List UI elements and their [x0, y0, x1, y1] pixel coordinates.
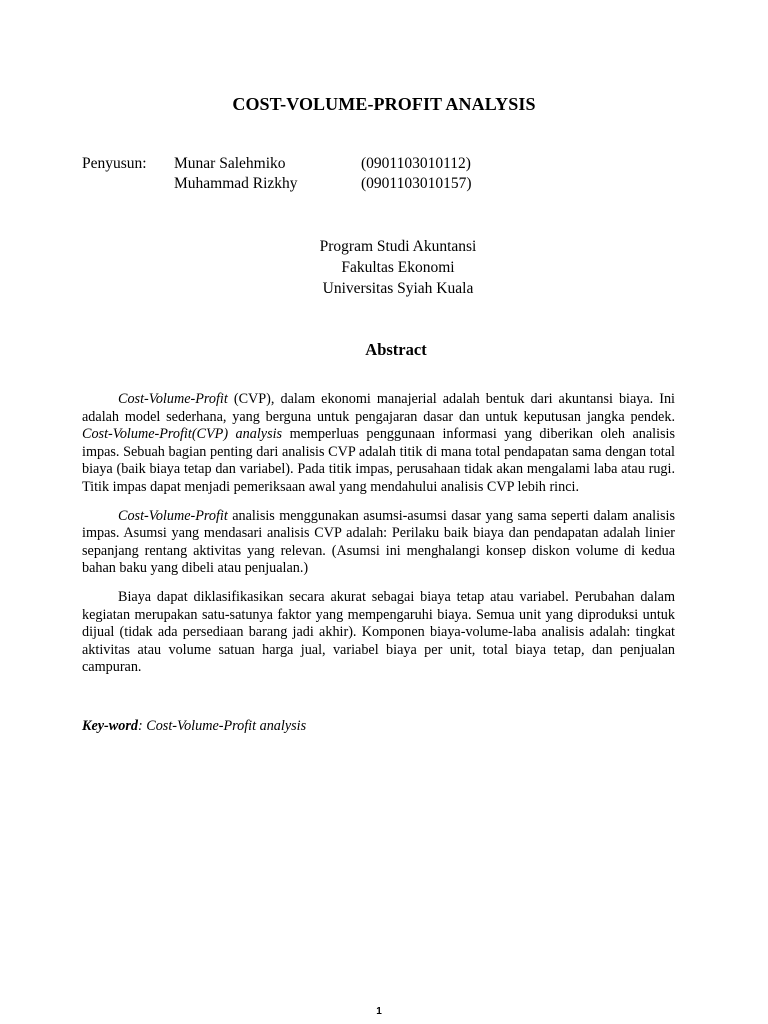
authors-label: Penyusun: — [82, 155, 147, 172]
paragraph-text: analisis menggunakan asumsi-asumsi dasar yang sama seperti dalam analisis impas. Asumsi yang mendasari analisis CVP adalah: Perilaku baik biaya dan pendapatan adalah linier sepanjang rentang aktivitas yang relevan. (Asumsi ini menghalangi konsep diskon volume di kedua bahan baku yang dibeli atau penjualan.) — [82, 507, 675, 577]
paragraph-text: Biaya dapat diklasifikasikan secara akurat sebagai biaya tetap atau variabel. Perubahan dalam kegiatan merupakan satu-satunya faktor yang mempengaruhi biaya. Semua unit yang diproduksi untuk dijual (tidak ada persediaan barang jadi akhir). Komponen biaya-volume-laba analisis adalah: tingkat aktivitas atau volume satuan harga jual, variabel biaya per unit, total biaya tetap, dan penjualan campuran. — [82, 588, 675, 676]
abstract-heading: Abstract — [365, 340, 427, 359]
term-italic: Cost-Volume-Profit(CVP) analysis — [82, 426, 283, 443]
affiliation-university: Universitas Syiah Kuala — [322, 280, 474, 297]
author-name: Muhammad Rizkhy — [174, 175, 298, 192]
keyword-line — [82, 718, 306, 735]
paragraph-text: (CVP), dalam ekonomi manajerial adalah bentuk dari akuntansi biaya. Ini adalah model sederhana, yang berguna untuk pengajaran dasar dan untuk keputusan jangka pendek. — [82, 391, 675, 425]
paper-title: COST-VOLUME-PROFIT ANALYSIS — [232, 94, 536, 114]
author-name: Munar Salehmiko — [174, 155, 286, 172]
page-number: 1 — [376, 1006, 382, 1017]
abstract-body — [82, 391, 675, 688]
keyword-value: : Cost-Volume-Profit analysis — [137, 718, 307, 734]
keyword-label: Key-word — [82, 718, 138, 734]
abstract-paragraph — [82, 508, 675, 578]
author-id: (0901103010157) — [361, 175, 472, 192]
term-italic: Cost-Volume-Profit — [118, 391, 228, 407]
affiliation-program: Program Studi Akuntansi — [319, 238, 477, 255]
author-id: (0901103010112) — [361, 155, 471, 172]
term-italic: Cost-Volume-Profit — [118, 507, 228, 524]
abstract-paragraph — [82, 589, 675, 677]
affiliation-block — [0, 236, 768, 299]
paragraph-text: memperluas penggunaan informasi yang diberikan oleh analisis impas. Sebuah bagian penting dari analisis CVP adalah titik di mana total pendapatan sama dengan total biaya (baik biaya tetap dan variabel). Pada titik impas, perusahaan tidak akan mengalami laba atau rugi. Titik impas dapat menjadi pemeriksaan awal yang mendahului analisis CVP lebih rinci. — [82, 426, 676, 495]
affiliation-faculty: Fakultas Ekonomi — [341, 259, 455, 276]
abstract-paragraph — [82, 391, 675, 497]
